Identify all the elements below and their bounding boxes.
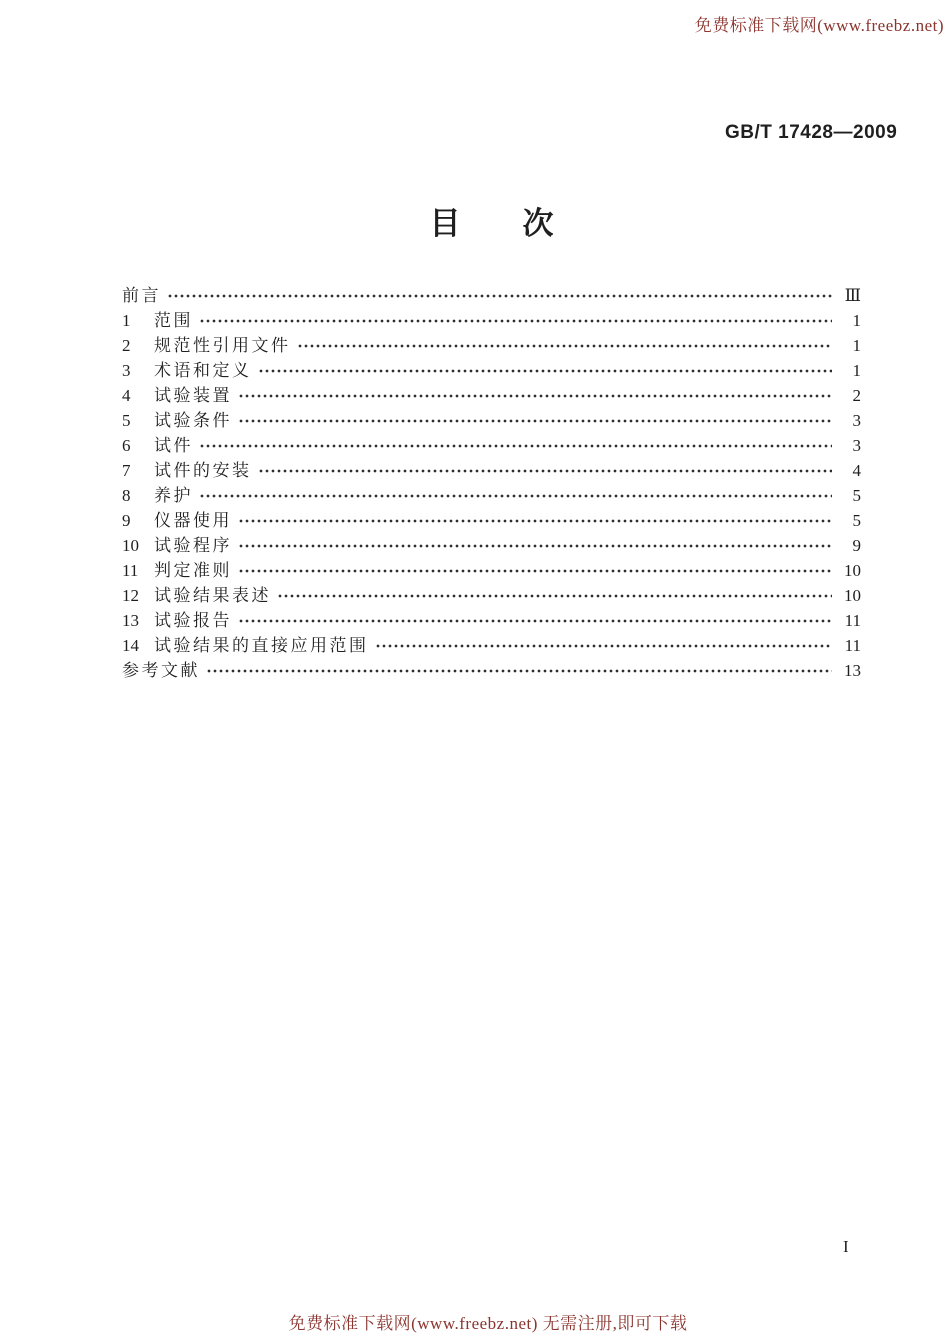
toc-entry-number: 13 xyxy=(122,611,139,630)
toc-entry xyxy=(122,333,861,358)
dot-leader xyxy=(238,383,832,408)
toc-entry-number: 11 xyxy=(122,561,139,580)
toc-entry xyxy=(122,308,861,333)
toc-title: 目 次 xyxy=(429,206,554,241)
toc-entry-page: 11 xyxy=(844,611,861,630)
toc-entry-page: 2 xyxy=(852,386,861,405)
toc-entry xyxy=(122,608,861,633)
toc-entry xyxy=(122,508,861,533)
toc-entry-label: 试验程序 xyxy=(154,536,232,555)
toc-entry-number: 10 xyxy=(122,536,139,555)
dot-leader xyxy=(258,358,833,383)
dot-leader xyxy=(258,458,833,483)
toc-entry xyxy=(122,408,861,433)
toc-entry xyxy=(122,358,861,383)
toc-entry xyxy=(122,633,861,658)
dot-leader xyxy=(238,508,832,533)
dot-leader xyxy=(297,333,833,358)
page-number: I xyxy=(843,1237,849,1256)
toc-entry-number: 7 xyxy=(122,461,131,480)
toc-entry-number: 14 xyxy=(122,636,139,655)
toc-entry-number: 9 xyxy=(122,511,131,530)
toc-entry xyxy=(122,483,861,508)
toc-entry-label: 术语和定义 xyxy=(154,361,252,380)
toc-list xyxy=(122,283,861,683)
dot-leader xyxy=(167,283,832,308)
toc-entry-number: 3 xyxy=(122,361,131,380)
dot-leader xyxy=(238,558,832,583)
toc-entry xyxy=(122,383,861,408)
toc-entry-label: 养护 xyxy=(154,486,193,505)
toc-entry-label: 规范性引用文件 xyxy=(154,336,291,355)
dot-leader xyxy=(199,483,832,508)
toc-entry-label: 试验报告 xyxy=(154,611,232,630)
toc-entry xyxy=(122,458,861,483)
toc-entry xyxy=(122,283,861,308)
toc-entry xyxy=(122,583,861,608)
toc-entry-page: 9 xyxy=(852,536,861,555)
dot-leader xyxy=(375,633,833,658)
toc-entry-label: 试件的安装 xyxy=(154,461,252,480)
toc-entry-number: 5 xyxy=(122,411,131,430)
dot-leader xyxy=(199,433,832,458)
toc-entry-page: 4 xyxy=(852,461,861,480)
toc-entry-number: 8 xyxy=(122,486,131,505)
toc-entry-label: 判定准则 xyxy=(154,561,232,580)
toc-entry-page: 3 xyxy=(852,411,861,430)
toc-entry-page: 11 xyxy=(844,636,861,655)
dot-leader xyxy=(238,408,832,433)
toc-entry-label: 试验条件 xyxy=(154,411,232,430)
dot-leader xyxy=(206,658,832,683)
toc-entry-label: 试验结果表述 xyxy=(154,586,271,605)
toc-entry-label: 前言 xyxy=(122,286,161,305)
toc-entry-page: 10 xyxy=(844,561,861,580)
dot-leader xyxy=(277,583,832,608)
dot-leader xyxy=(199,308,832,333)
toc-entry-page: 1 xyxy=(852,336,861,355)
toc-entry-page: Ⅲ xyxy=(844,286,861,305)
toc-entry-page: 13 xyxy=(844,661,861,680)
toc-entry-number: 1 xyxy=(122,311,131,330)
toc-entry-label: 试验结果的直接应用范围 xyxy=(154,636,369,655)
toc-entry-page: 5 xyxy=(852,511,861,530)
toc-entry xyxy=(122,558,861,583)
toc-entry-label: 试件 xyxy=(154,436,193,455)
toc-entry xyxy=(122,658,861,683)
toc-entry-number: 4 xyxy=(122,386,131,405)
toc-entry-page: 1 xyxy=(852,311,861,330)
toc-entry-label: 仪器使用 xyxy=(154,511,232,530)
toc-entry-page: 3 xyxy=(852,436,861,455)
doc-number: GB/T 17428—2009 xyxy=(725,122,898,143)
toc-entry-number: 12 xyxy=(122,586,139,605)
watermark-top: 免费标准下载网(www.freebz.net) xyxy=(694,16,944,35)
dot-leader xyxy=(238,533,832,558)
toc-entry xyxy=(122,433,861,458)
toc-entry-page: 10 xyxy=(844,586,861,605)
toc-entry-label: 范围 xyxy=(154,311,193,330)
toc-entry-page: 1 xyxy=(852,361,861,380)
toc-entry-number: 2 xyxy=(122,336,131,355)
watermark-bottom: 免费标准下载网(www.freebz.net) 无需注册,即可下载 xyxy=(288,1314,688,1333)
toc-entry-number: 6 xyxy=(122,436,131,455)
toc-entry-label: 试验装置 xyxy=(154,386,232,405)
toc-entry xyxy=(122,533,861,558)
dot-leader xyxy=(238,608,832,633)
toc-entry-label: 参考文献 xyxy=(122,661,200,680)
toc-entry-page: 5 xyxy=(852,486,861,505)
